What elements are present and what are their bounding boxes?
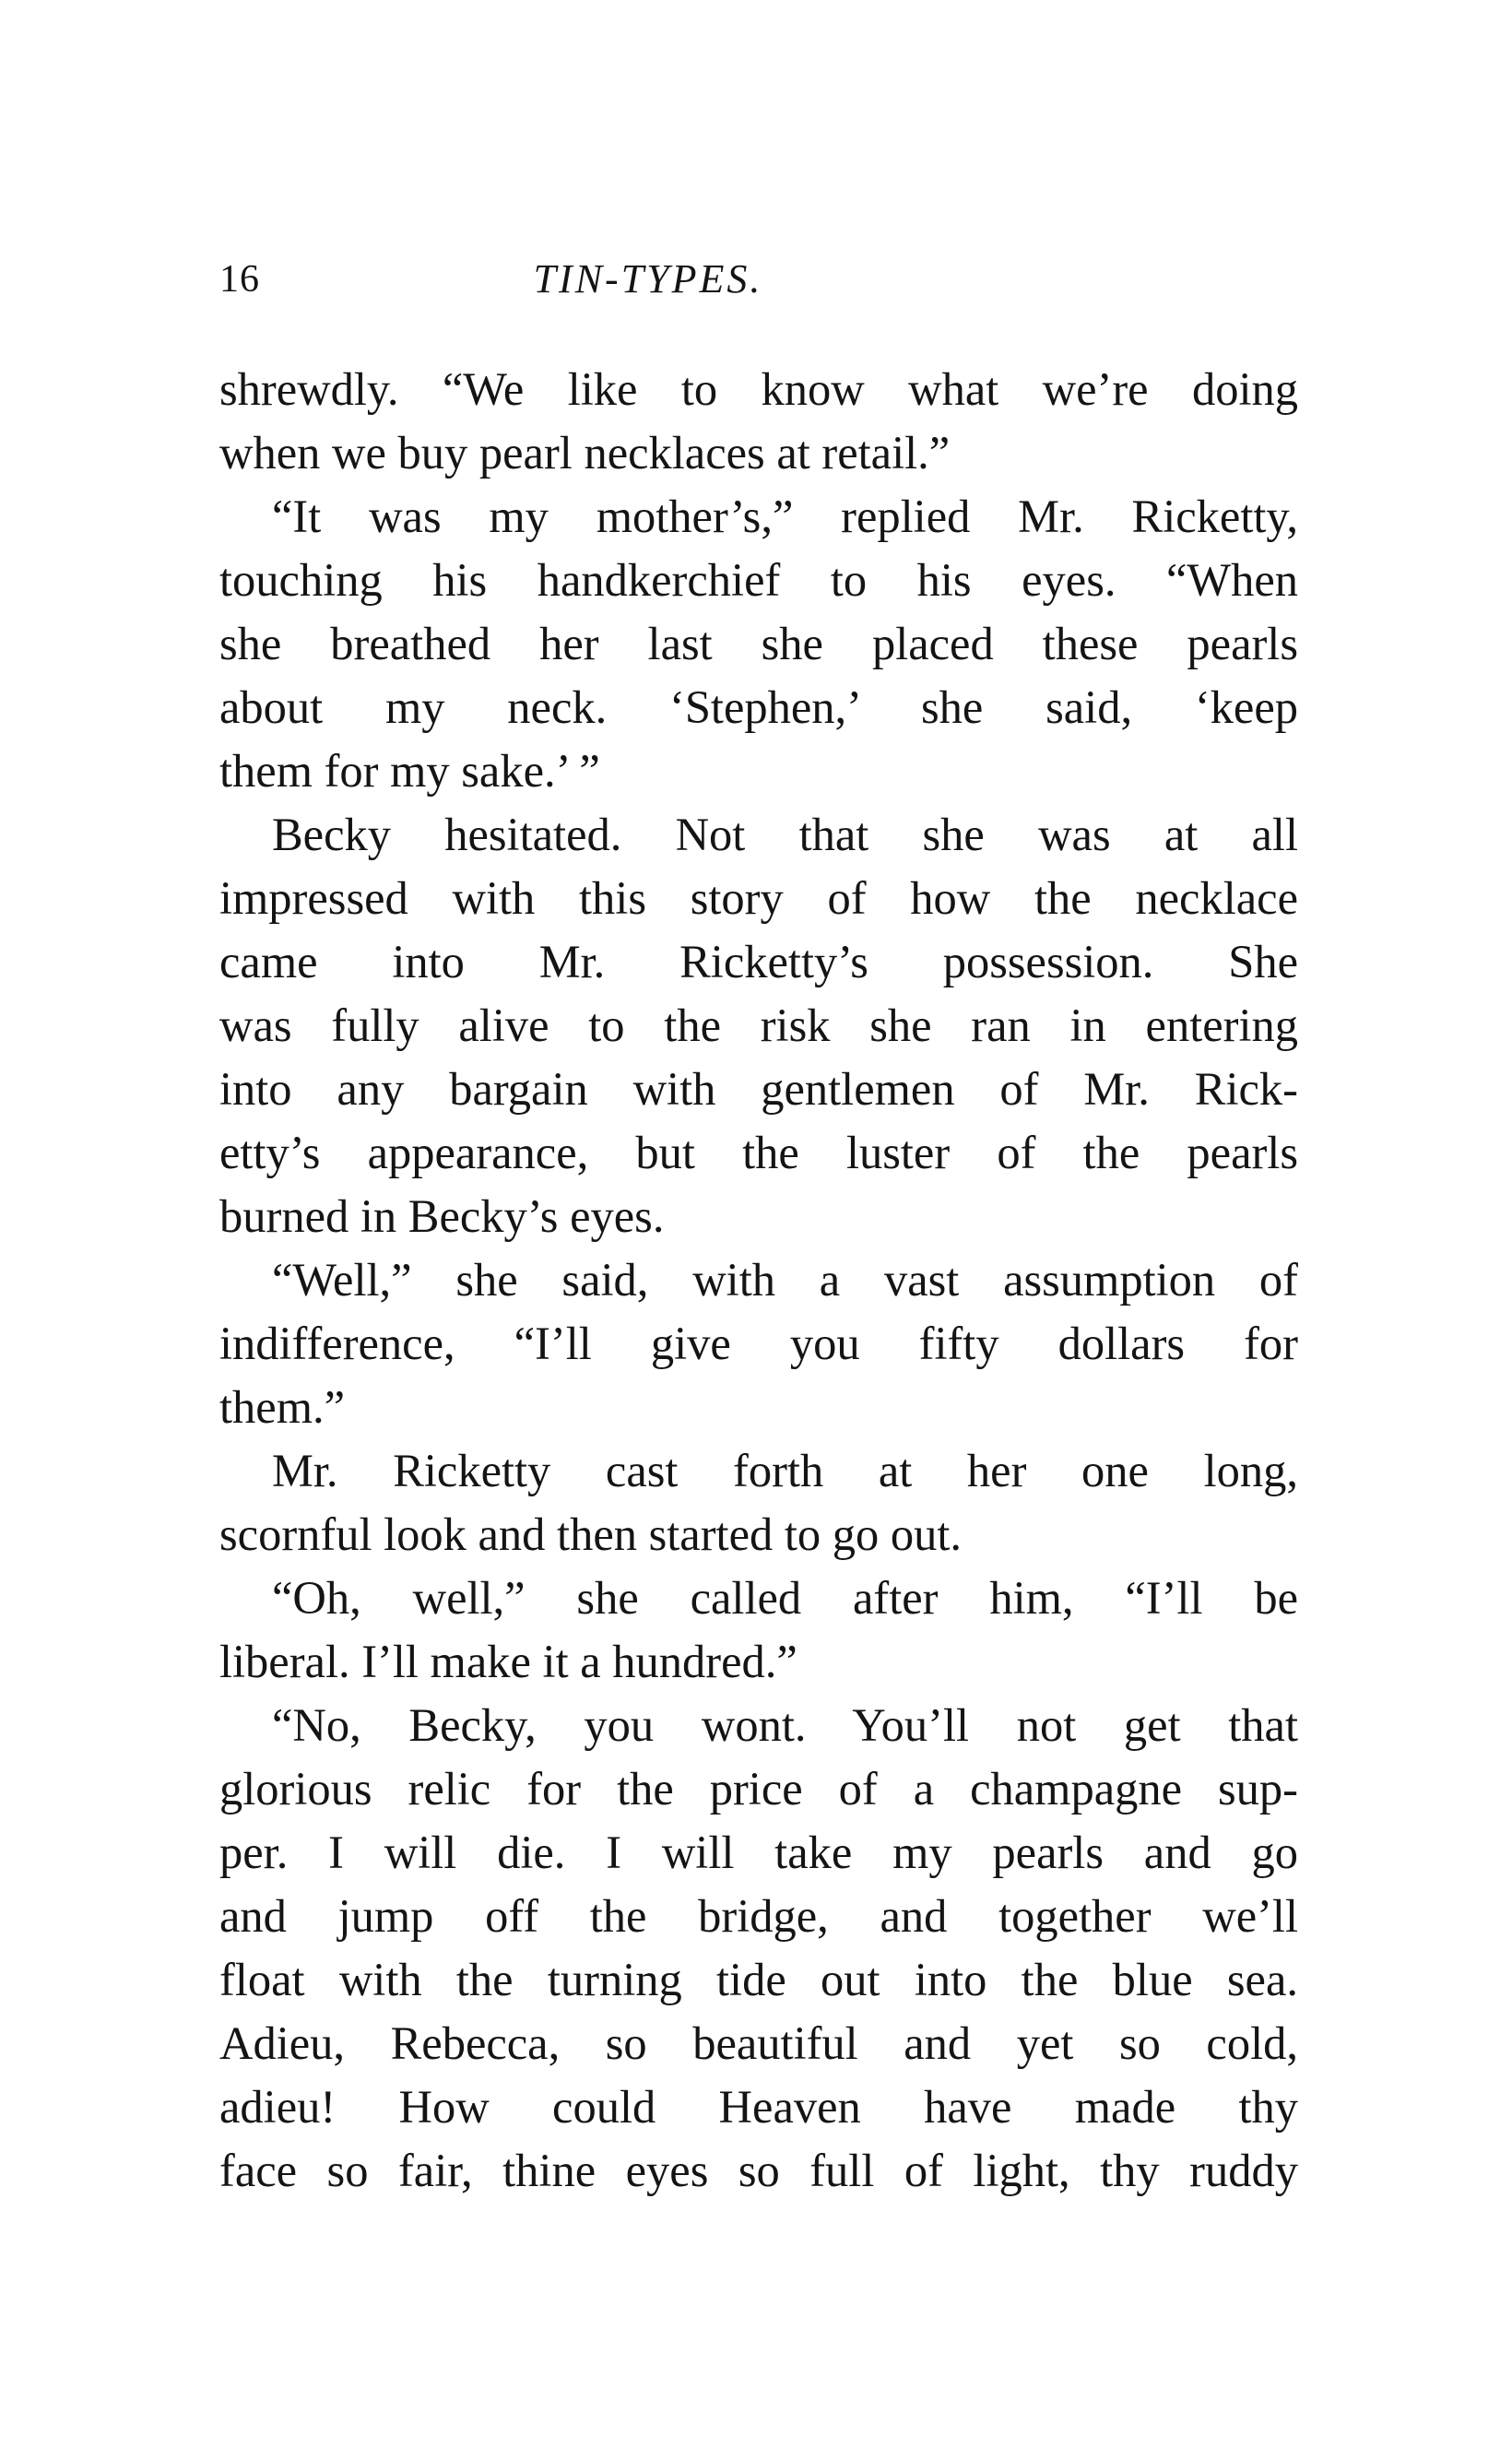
text-line: was fully alive to the risk she ran in entering [219,999,1298,1051]
text-line: “It was my mother’s,” replied Mr. Ricketty, [272,491,1298,542]
text-line: Adieu, Rebecca, so beautiful and yet so cold, [219,2017,1298,2069]
text-line: “No, Becky, you wont. You’ll not get that [272,1699,1298,1751]
text-line: etty’s appearance, but the luster of the pearls [219,1127,1298,1178]
text-line: “Well,” she said, with a vast assumption of [272,1254,1298,1306]
running-title: TIN-TYPES. [533,256,763,301]
text-line: about my neck. ‘Stephen,’ she said, ‘keep [219,681,1298,733]
text-line: when we buy pearl necklaces at retail.” [219,427,951,479]
page-header [219,247,1298,312]
text-line: glorious relic for the price of a champagne sup- [219,1763,1298,1815]
text-line: float with the turning tide out into the blue sea. [219,1954,1298,2005]
text-line: impressed with this story of how the necklace [219,872,1298,924]
body-text [219,358,1298,2203]
text-line: face so fair, thine eyes so full of light, thy ruddy [219,2145,1298,2196]
text-line: them.” [219,1381,346,1433]
text-line: indifference, “I’ll give you fifty dollars for [219,1318,1298,1369]
text-line: touching his handkerchief to his eyes. “When [219,554,1298,606]
text-line: Mr. Ricketty cast forth at her one long, [272,1445,1298,1496]
text-line: burned in Becky’s eyes. [219,1190,665,1242]
text-line: came into Mr. Ricketty’s possession. She [219,936,1298,987]
text-line: shrewdly. “We like to know what we’re doing [219,363,1298,415]
text-line: into any bargain with gentlemen of Mr. Rick- [219,1063,1298,1115]
text-line: “Oh, well,” she called after him, “I’ll be [272,1572,1298,1624]
text-line: adieu! How could Heaven have made thy [219,2081,1298,2133]
text-line: scornful look and then started to go out. [219,1508,963,1560]
text-line: per. I will die. I will take my pearls and go [219,1827,1298,1878]
text-line: she breathed her last she placed these pearls [219,618,1298,669]
text-line: liberal. I’ll make it a hundred.” [219,1636,797,1687]
text-line: and jump off the bridge, and together we’ll [219,1890,1298,1942]
text-line: them for my sake.’ ” [219,745,600,797]
page-number: 16 [219,258,260,301]
text-line: Becky hesitated. Not that she was at all [272,809,1298,860]
